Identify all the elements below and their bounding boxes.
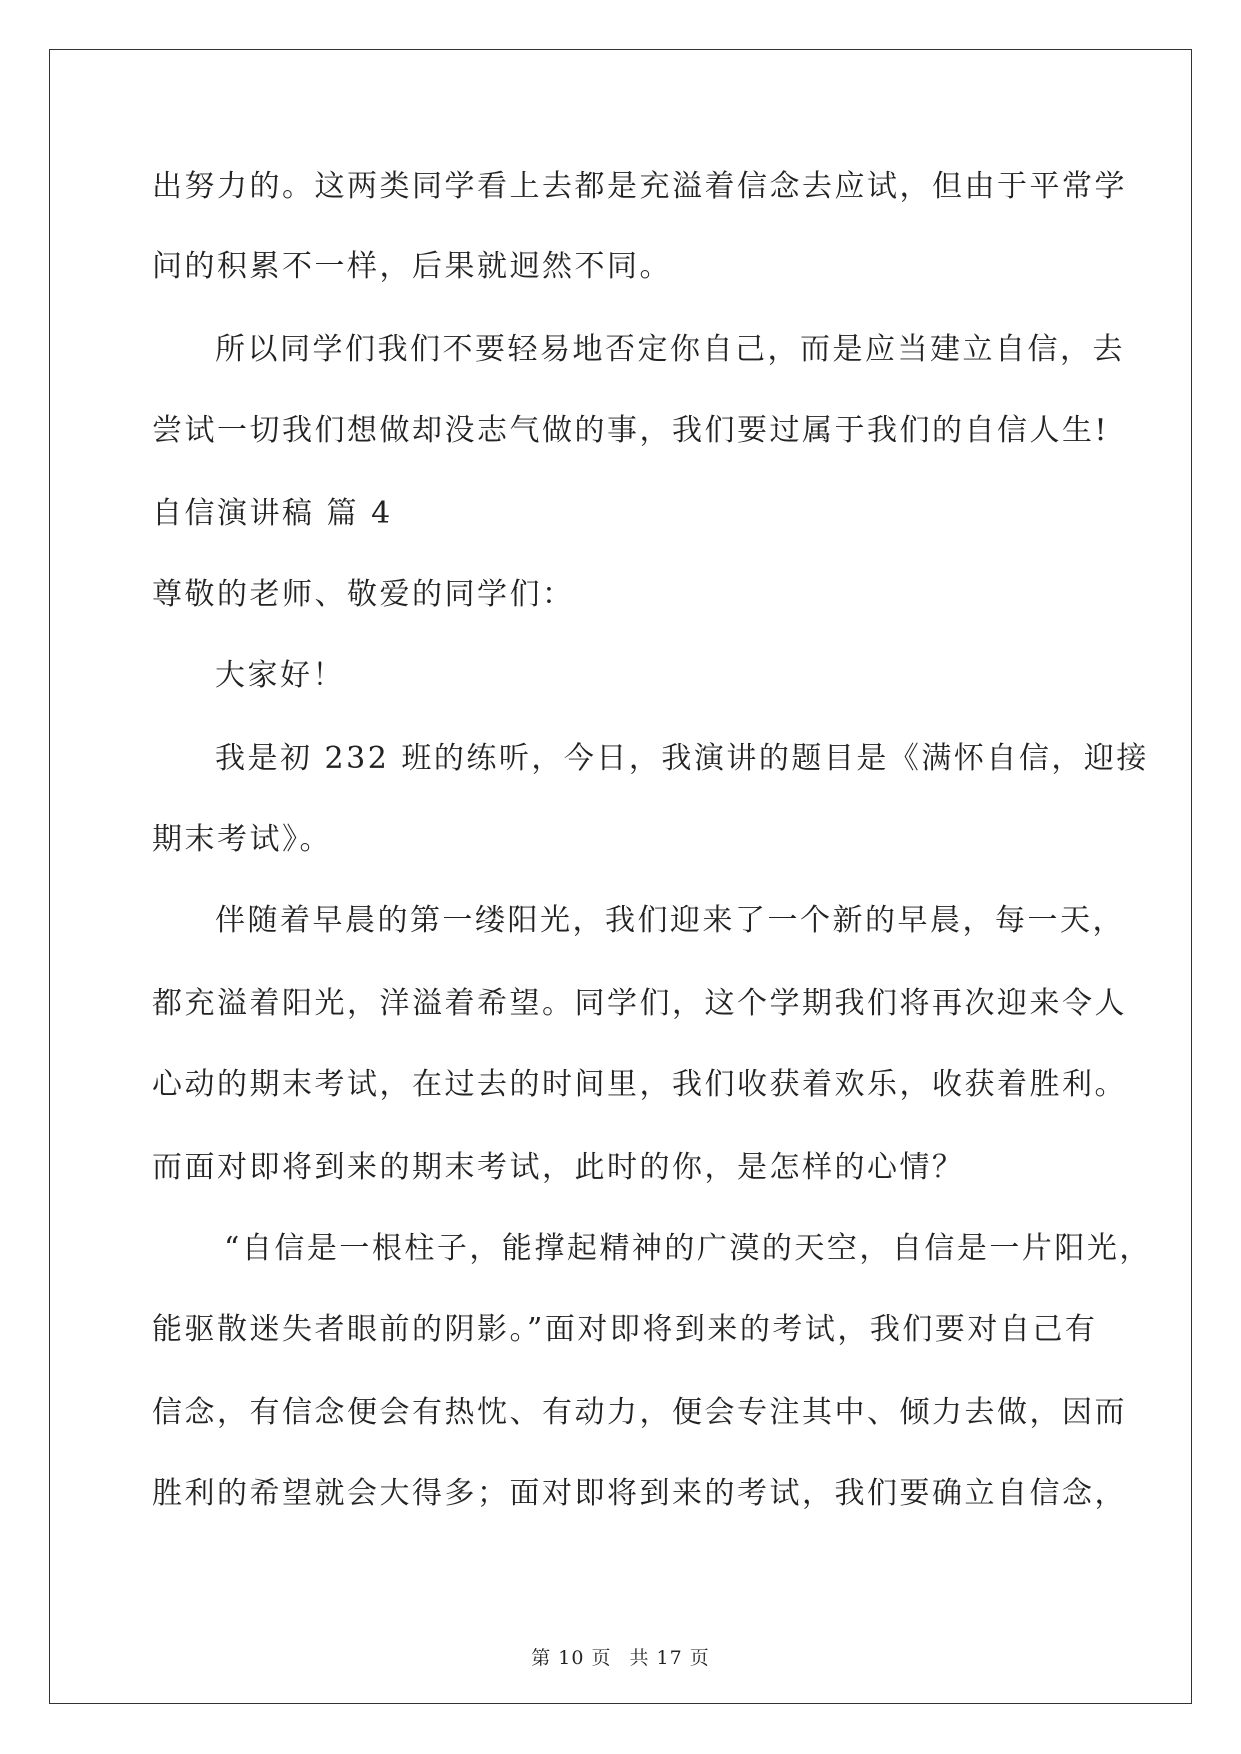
paragraph-line: 出努力的。这两类同学看上去都是充溢着信念去应试，但由于平常学 bbox=[152, 169, 1127, 204]
paragraph-line: 信念，有信念便会有热忱、有动力，便会专注其中、倾力去做，因而 bbox=[152, 1395, 1127, 1430]
paragraph-line: 尝试一切我们想做却没志气做的事，我们要过属于我们的自信人生! bbox=[152, 413, 1110, 448]
salutation: 尊敬的老师、敬爱的同学们： bbox=[152, 577, 575, 612]
paragraph-line: 伴随着早晨的第一缕阳光，我们迎来了一个新的早晨，每一天， bbox=[215, 903, 1125, 938]
paragraph-line: 胜利的希望就会大得多；面对即将到来的考试，我们要确立自信念， bbox=[152, 1476, 1127, 1511]
greeting: 大家好！ bbox=[215, 658, 345, 693]
section-heading: 自信演讲稿 篇 4 bbox=[152, 496, 393, 531]
paragraph-line: 而面对即将到来的期末考试，此时的你，是怎样的心情？ bbox=[152, 1150, 965, 1185]
paragraph-line: 所以同学们我们不要轻易地否定你自己，而是应当建立自信，去 bbox=[215, 332, 1125, 367]
paragraph-line: 能驱散迷失者眼前的阴影。”面对即将到来的考试，我们要对自己有 bbox=[152, 1312, 1098, 1347]
paragraph-line: “自信是一根柱子，能撑起精神的广漠的天空，自信是一片阳光， bbox=[224, 1231, 1152, 1266]
paragraph-line: 问的积累不一样，后果就迥然不同。 bbox=[152, 249, 672, 284]
paragraph-line: 期末考试》。 bbox=[152, 822, 332, 857]
page-number: 第 10 页 bbox=[531, 1647, 612, 1669]
paragraph-line: 都充溢着阳光，洋溢着希望。同学们，这个学期我们将再次迎来令人 bbox=[152, 986, 1127, 1021]
paragraph-line: 我是初 232 班的练听，今日，我演讲的题目是《满怀自信，迎接 bbox=[215, 741, 1149, 776]
page-footer bbox=[0, 1646, 1241, 1670]
page-total: 共 17 页 bbox=[629, 1647, 710, 1669]
paragraph-line: 心动的期末考试，在过去的时间里，我们收获着欢乐，收获着胜利。 bbox=[152, 1067, 1127, 1102]
page-border bbox=[49, 49, 1192, 1704]
